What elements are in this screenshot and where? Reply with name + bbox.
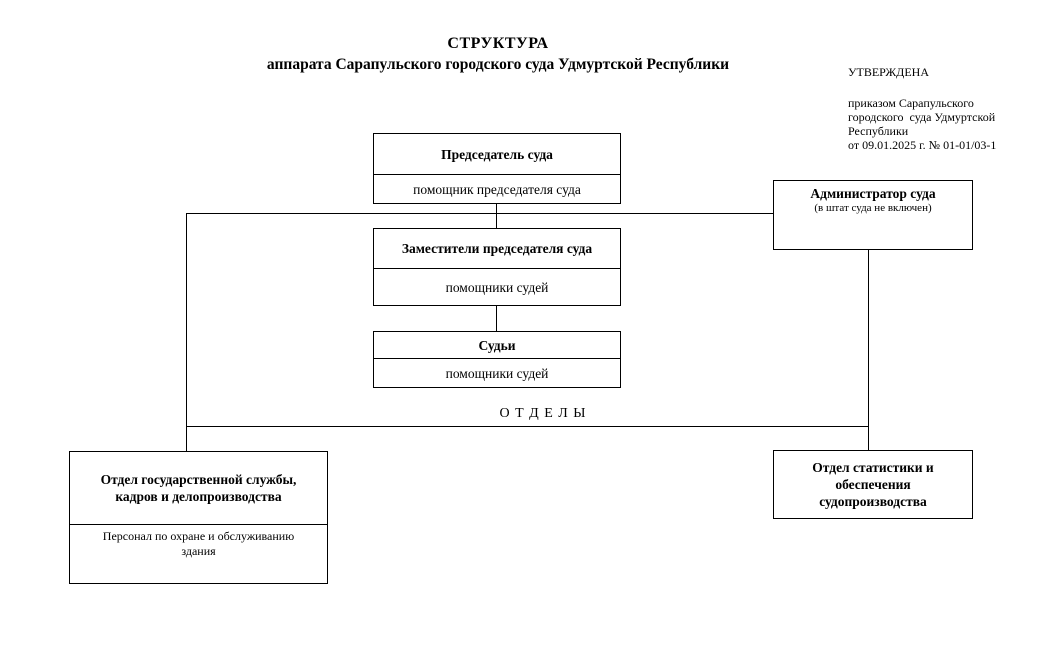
dept-civil-service-title: Отдел государственной службы, кадров и делопроизводства [70,452,327,525]
approval-line: Республики [848,124,909,138]
judges-title: Судьи [374,332,620,359]
box-judges [373,331,621,388]
connector-deputies-judges [496,306,497,332]
connector-chairman-deputies [496,204,497,229]
box-dept-statistics: Отдел статистики и обеспечения судопроизводства [773,450,973,519]
dept-civil-service-staff: Персонал по охране и обслуживанию здания [102,529,295,558]
deputies-staff: помощники судей [445,279,549,295]
approval-block [848,65,1028,152]
chairman-title: Председатель суда [374,134,620,175]
departments-section-label: О Т Д Е Л Ы [499,406,587,421]
title-block [148,33,848,75]
deputies-title: Заместители председателя суда [374,229,620,269]
connector-right-trunk [868,250,869,450]
judges-staff: помощники судей [445,365,549,381]
box-administrator [773,180,973,250]
administrator-note: (в штат суда не включен) [814,202,932,214]
connector-left-trunk [186,213,187,451]
box-dept-civil-service [69,451,328,584]
approval-line: приказом Сарапульского [848,96,974,110]
connector-departments-rail [186,426,868,427]
box-chairman [373,133,621,204]
approval-line: городского суда Удмуртской [848,110,996,124]
box-deputies [373,228,621,306]
document-title: СТРУКТУРА [447,35,549,52]
administrator-title: Администратор суда [810,186,936,201]
connector-to-administrator [186,213,774,214]
approval-line: от 09.01.2025 г. № 01-01/03-1 [848,138,997,152]
approval-heading: УТВЕРЖДЕНА [848,65,930,79]
document-subtitle: аппарата Сарапульского городского суда Удмуртской Республики [266,56,730,73]
chairman-staff: помощник председателя суда [413,181,581,197]
